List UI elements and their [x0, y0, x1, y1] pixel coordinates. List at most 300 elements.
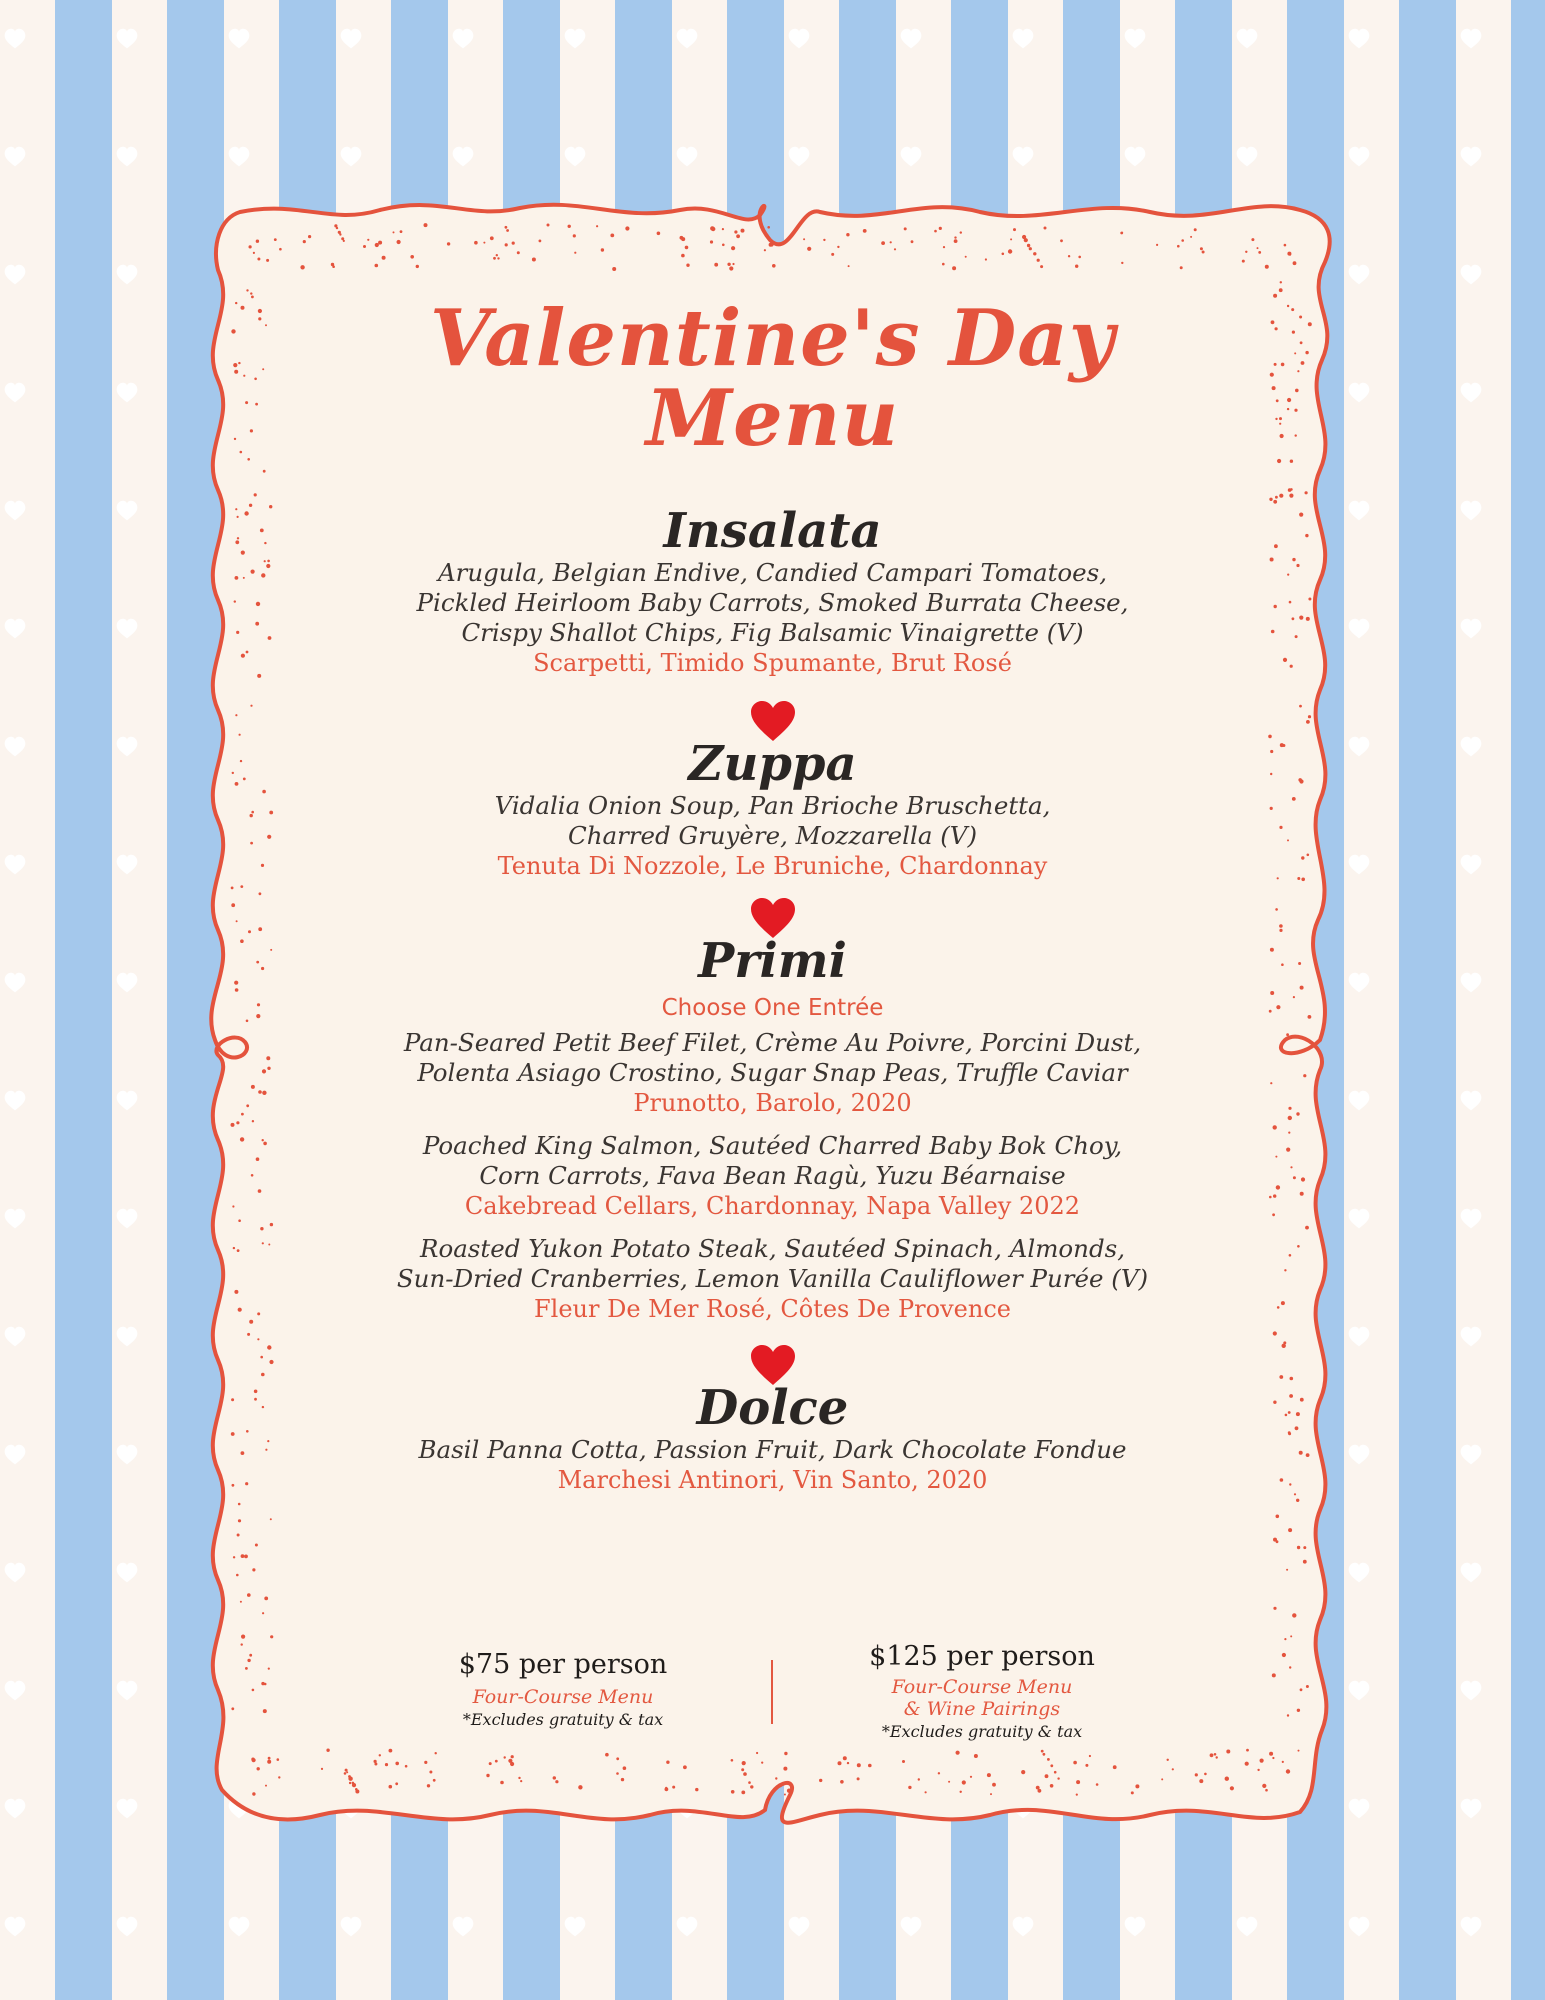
speckle-dot [241, 1451, 245, 1455]
speckle-dot [267, 1067, 270, 1070]
speckle-dot [424, 223, 428, 227]
speckle-dot [247, 1593, 251, 1597]
speckle-dot [234, 370, 238, 374]
speckle-dot [345, 1769, 348, 1772]
speckle-dot [1204, 1773, 1207, 1776]
speckle-dot [231, 1432, 235, 1436]
speckle-dot [1270, 807, 1273, 810]
speckle-dot [265, 1785, 267, 1787]
speckle-dot [1282, 1653, 1286, 1657]
speckle-dot [1068, 255, 1070, 257]
speckle-dot [374, 1760, 377, 1763]
speckle-dot [261, 573, 265, 577]
speckle-dot [1273, 1607, 1276, 1610]
speckle-dot [1287, 398, 1291, 402]
speckle-dot [1272, 1213, 1275, 1216]
speckle-dot [857, 1763, 861, 1767]
speckle-dot [1288, 1411, 1291, 1414]
speckle-dot [257, 258, 260, 261]
speckle-dot [1251, 238, 1254, 241]
speckle-dot [1306, 1453, 1310, 1457]
speckle-dot [235, 988, 239, 992]
speckle-dot [239, 734, 241, 736]
speckle-dot [238, 1503, 241, 1506]
speckle-dot [1230, 1786, 1234, 1790]
speckle-dot [253, 252, 255, 254]
speckle-dot [247, 458, 250, 461]
speckle-dot [241, 1554, 245, 1558]
speckle-dot [243, 375, 245, 377]
speckle-dot [260, 529, 264, 533]
speckle-dot [1273, 1538, 1277, 1542]
speckle-dot [1298, 778, 1302, 782]
speckle-dot [1096, 1783, 1099, 1786]
speckle-dot [245, 401, 248, 404]
speckle-dot [710, 226, 714, 230]
speckle-dot [847, 1762, 849, 1764]
speckle-dot [1277, 877, 1279, 879]
speckle-dot [1181, 239, 1184, 242]
speckle-dot [240, 939, 244, 943]
dish-line: Corn Carrots, Fava Bean Ragù, Yuzu Béarnaise [479, 1161, 1066, 1190]
speckle-dot [1287, 839, 1289, 841]
speckle-dot [1294, 409, 1297, 412]
speckle-dot [1299, 616, 1303, 620]
speckle-dot [258, 1090, 262, 1094]
speckle-dot [1272, 1757, 1274, 1759]
speckle-dot [260, 1227, 263, 1230]
speckle-dot [344, 1772, 347, 1775]
wine-pairing: Scarpetti, Timido Spumante, Brut Rosé [533, 649, 1012, 677]
speckle-dot [433, 1779, 436, 1782]
speckle-dot [779, 1784, 782, 1787]
speckle-dot [517, 251, 520, 254]
speckle-dot [424, 1761, 427, 1764]
speckle-dot [262, 790, 266, 794]
speckle-dot [1060, 239, 1063, 242]
speckle-dot [1281, 1301, 1285, 1305]
speckle-dot [672, 1786, 675, 1789]
speckle-dot [952, 266, 956, 270]
speckle-dot [729, 266, 733, 270]
speckle-dot [942, 263, 945, 266]
speckle-dot [1287, 408, 1289, 410]
speckle-dot [265, 324, 267, 326]
speckle-dot [235, 714, 237, 716]
speckle-dot [1040, 265, 1043, 268]
price-amount: $75 per person [458, 1649, 668, 1680]
speckle-dot [954, 236, 956, 238]
speckle-dot [881, 241, 885, 245]
speckle-dot [904, 227, 907, 230]
speckle-dot [857, 1777, 860, 1780]
speckle-dot [1279, 288, 1283, 292]
speckle-dot [270, 1223, 273, 1226]
speckle-dot [262, 1406, 264, 1408]
speckle-dot [681, 254, 685, 258]
speckle-dot [987, 1773, 991, 1777]
speckle-dot [1275, 327, 1278, 330]
speckle-dot [943, 246, 945, 248]
speckle-dot [231, 329, 235, 333]
speckle-dot [397, 240, 401, 244]
speckle-dot [612, 267, 616, 271]
speckle-dot [246, 1430, 249, 1433]
speckle-dot [1287, 574, 1289, 576]
price-amount: $125 per person [869, 1641, 1095, 1672]
speckle-dot [750, 1785, 753, 1788]
speckle-dot [252, 1758, 256, 1762]
dish-line: Poached King Salmon, Sautéed Charred Baby Bok Choy, [422, 1131, 1123, 1160]
speckle-dot [263, 470, 266, 473]
speckle-dot [506, 229, 509, 232]
speckle-dot [267, 1440, 269, 1442]
speckle-dot [1308, 598, 1311, 601]
speckle-dot [1047, 1758, 1050, 1761]
speckle-dot [1288, 1116, 1292, 1120]
speckle-dot [1292, 331, 1295, 334]
speckle-dot [1279, 417, 1282, 420]
speckle-dot [1303, 1546, 1306, 1549]
speckle-dot [918, 1778, 920, 1780]
speckle-dot [1202, 251, 1205, 254]
speckle-dot [258, 317, 261, 320]
speckle-dot [237, 516, 239, 518]
speckle-dot [970, 1776, 972, 1778]
speckle-dot [268, 1757, 271, 1760]
speckle-dot [623, 1766, 627, 1770]
speckle-dot [1272, 1673, 1276, 1677]
speckle-dot [416, 265, 419, 268]
speckle-dot [258, 309, 262, 313]
speckle-dot [1292, 1613, 1296, 1617]
speckle-dot [252, 1120, 254, 1122]
speckle-dot [868, 1764, 872, 1768]
speckle-dot [1290, 460, 1293, 463]
speckle-dot [1271, 320, 1275, 324]
speckle-dot [264, 1597, 268, 1601]
speckle-dot [256, 240, 259, 243]
speckle-dot [1288, 1107, 1291, 1110]
speckle-dot [1292, 797, 1296, 801]
speckle-dot [240, 760, 242, 762]
speckle-dot [1287, 1714, 1289, 1716]
speckle-dot [1299, 705, 1302, 708]
speckle-dot [500, 1781, 504, 1785]
speckle-dot [267, 835, 271, 839]
speckle-dot [775, 1777, 777, 1779]
speckle-dot [262, 1242, 264, 1244]
speckle-dot [427, 1784, 430, 1787]
speckle-dot [756, 1752, 758, 1754]
speckle-dot [1177, 245, 1180, 248]
speckle-dot [393, 231, 395, 233]
speckle-dot [1294, 1493, 1296, 1495]
dish-line: Basil Panna Cotta, Passion Fruit, Dark Chocolate Fondue [418, 1435, 1127, 1464]
speckle-dot [1027, 244, 1030, 247]
speckle-dot [764, 249, 766, 251]
speckle-dot [258, 927, 262, 931]
speckle-dot [1272, 386, 1276, 390]
speckle-dot [237, 1534, 240, 1537]
price-option-wine-pairing [822, 1640, 1142, 1744]
speckle-dot [787, 1789, 791, 1793]
speckle-dot [385, 1763, 388, 1766]
speckle-dot [1273, 500, 1277, 504]
speckle-dot [266, 259, 269, 262]
speckle-dot [578, 1785, 582, 1789]
speckle-dot [367, 239, 369, 241]
speckle-dot [1290, 1377, 1294, 1381]
speckle-dot [483, 242, 485, 244]
speckle-dot [400, 230, 403, 233]
speckle-dot [1195, 1773, 1198, 1776]
speckle-dot [1076, 1780, 1080, 1784]
speckle-dot [270, 949, 272, 951]
course-primi [330, 934, 1215, 1325]
speckle-dot [1044, 227, 1047, 230]
speckle-dot [1276, 399, 1279, 402]
speckle-dot [1036, 1786, 1040, 1790]
speckle-dot [269, 505, 272, 508]
speckle-dot [848, 265, 850, 267]
speckle-dot [1245, 251, 1247, 253]
speckle-dot [249, 1654, 252, 1657]
speckle-dot [1245, 1762, 1249, 1766]
speckle-dot [1050, 1764, 1053, 1767]
speckle-dot [510, 1762, 514, 1766]
dish-line: Vidalia Onion Soup, Pan Brioche Bruschetta, [494, 791, 1051, 820]
speckle-dot [846, 233, 849, 236]
speckle-dot [1301, 856, 1304, 859]
speckle-dot [278, 1776, 280, 1778]
speckle-dot [1273, 1401, 1276, 1404]
speckle-dot [349, 1782, 351, 1784]
speckle-dot [270, 1635, 273, 1638]
entree-option [330, 1234, 1215, 1325]
speckle-dot [234, 600, 236, 602]
speckle-dot [264, 560, 266, 562]
speckle-dot [1286, 1033, 1289, 1036]
speckle-dot [250, 429, 253, 432]
speckle-dot [252, 1568, 255, 1571]
speckle-dot [741, 229, 745, 233]
speckle-dot [610, 234, 614, 238]
speckle-dot [1265, 265, 1269, 269]
speckle-dot [1294, 352, 1296, 354]
speckle-dot [939, 227, 942, 230]
speckle-dot [1300, 986, 1304, 990]
speckle-dot [1120, 232, 1123, 235]
speckle-dot [539, 240, 542, 243]
speckle-dot [741, 1768, 744, 1771]
speckle-dot [261, 967, 264, 970]
speckle-dot [489, 1762, 492, 1765]
speckle-dot [625, 226, 629, 230]
dish-line: Arugula, Belgian Endive, Candied Campari Tomatoes, [437, 558, 1108, 587]
speckle-dot [823, 239, 825, 241]
speckle-dot [429, 1771, 432, 1774]
speckle-dot [249, 245, 252, 248]
speckle-dot [251, 570, 255, 574]
speckle-dot [269, 1360, 273, 1364]
speckle-dot [1291, 308, 1294, 311]
speckle-dot [332, 265, 335, 268]
speckle-dot [251, 1085, 255, 1089]
speckle-dot [1161, 1778, 1163, 1780]
speckle-dot [1299, 1451, 1303, 1455]
speckle-dot [241, 551, 245, 555]
speckle-dot [1298, 962, 1301, 965]
speckle-dot [237, 1249, 240, 1252]
speckle-dot [269, 811, 273, 815]
speckle-dot [616, 1757, 619, 1760]
speckle-dot [267, 560, 270, 563]
speckle-dot [493, 257, 496, 260]
speckle-dot [1073, 1761, 1077, 1765]
speckle-dot [1078, 256, 1081, 259]
speckle-dot [902, 1760, 905, 1763]
speckle-dot [1021, 1770, 1025, 1774]
speckle-dot [1270, 750, 1273, 753]
speckle-dot [1287, 305, 1289, 307]
speckle-dot [1296, 1112, 1299, 1115]
speckle-dot [1306, 1685, 1309, 1688]
speckle-dot [1303, 1074, 1306, 1077]
speckle-dot [246, 289, 248, 291]
speckle-dot [807, 247, 811, 251]
dish-line: Sun-Dried Cranberries, Lemon Vanilla Cauliflower Purée (V) [396, 1264, 1149, 1293]
speckle-dot [254, 378, 257, 381]
speckle-dot [512, 242, 515, 245]
speckle-dot [1273, 1125, 1277, 1129]
speckle-dot [235, 576, 239, 580]
wine-pairing: Prunotto, Barolo, 2020 [633, 1089, 912, 1117]
speckle-dot [934, 230, 937, 233]
speckle-dot [240, 451, 243, 454]
dish-line: Roasted Yukon Potato Steak, Sautéed Spinach, Almonds, [420, 1234, 1125, 1263]
speckle-dot [321, 1768, 323, 1770]
speckle-dot [1293, 1176, 1296, 1179]
speckle-dot [736, 234, 740, 238]
speckle-dot [1282, 1761, 1284, 1763]
speckle-dot [1284, 1269, 1286, 1271]
speckle-dot [1037, 259, 1040, 262]
speckle-dot [1295, 434, 1297, 436]
speckle-dot [261, 864, 264, 867]
speckle-dot [1226, 1750, 1230, 1754]
speckle-dot [389, 1785, 393, 1789]
speckle-dot [695, 1788, 698, 1791]
speckle-dot [1299, 513, 1303, 517]
speckle-dot [1296, 1412, 1300, 1416]
speckle-dot [300, 265, 304, 269]
speckle-dot [1301, 1177, 1305, 1181]
speckle-dot [234, 981, 238, 985]
speckle-dot [395, 1782, 398, 1785]
speckle-dot [410, 255, 414, 259]
speckle-dot [232, 1484, 235, 1487]
speckle-dot [954, 239, 958, 243]
speckle-dot [379, 1754, 381, 1756]
speckle-dot [235, 302, 237, 304]
speckle-dot [246, 1020, 249, 1023]
speckle-dot [252, 1792, 255, 1795]
speckle-dot [256, 961, 259, 964]
speckle-dot [925, 1791, 927, 1793]
speckle-dot [1279, 924, 1283, 928]
speckle-dot [250, 292, 252, 294]
speckle-dot [948, 1781, 950, 1783]
speckle-dot [761, 227, 764, 230]
speckle-dot [1276, 1515, 1280, 1519]
speckle-dot [435, 1752, 437, 1754]
speckle-dot [263, 1709, 267, 1713]
speckle-dot [241, 1113, 244, 1116]
speckle-dot [1113, 1765, 1117, 1769]
speckle-dot [336, 227, 338, 229]
speckle-dot [1284, 1638, 1286, 1640]
speckle-dot [234, 1290, 238, 1294]
speckle-dot [1216, 1756, 1218, 1758]
wine-pairing: Fleur De Mer Rosé, Côtes De Provence [534, 1295, 1011, 1323]
speckle-dot [743, 1772, 747, 1776]
speckle-dot [257, 1312, 260, 1315]
speckle-dot [1038, 1789, 1042, 1793]
speckle-dot [235, 508, 237, 510]
speckle-dot [243, 778, 246, 781]
wine-pairing: Marchesi Antinori, Vin Santo, 2020 [557, 1466, 988, 1494]
speckle-dot [710, 240, 713, 243]
speckle-dot [490, 236, 494, 240]
speckle-dot [1270, 558, 1274, 562]
speckle-dot [231, 1398, 234, 1401]
speckle-dot [267, 1345, 271, 1349]
speckle-dot [246, 1104, 249, 1107]
speckle-dot [256, 1157, 260, 1161]
speckle-dot [1289, 1483, 1291, 1485]
speckle-dot [1281, 963, 1284, 966]
speckle-dot [261, 1373, 265, 1377]
speckle-dot [268, 1244, 270, 1246]
speckle-dot [1281, 363, 1285, 367]
speckle-dot [240, 1137, 244, 1141]
speckle-dot [1305, 351, 1308, 354]
speckle-dot [1010, 238, 1012, 240]
speckle-dot [245, 1667, 248, 1670]
speckle-dot [547, 224, 550, 227]
speckle-dot [1301, 361, 1305, 365]
speckle-dot [1292, 617, 1295, 620]
speckle-dot [1277, 459, 1281, 463]
speckle-dot [1279, 423, 1281, 425]
speckle-dot [840, 1780, 844, 1784]
course-insalata [330, 504, 1215, 679]
speckle-dot [264, 542, 266, 544]
speckle-dot [474, 241, 478, 245]
speckle-dot [1300, 1398, 1304, 1402]
entree-option [330, 1131, 1215, 1222]
speckle-dot [308, 235, 311, 238]
speckle-dot [1279, 1375, 1283, 1379]
speckle-dot [1296, 564, 1299, 567]
price-option-standard [403, 1648, 723, 1732]
speckle-dot [260, 1356, 263, 1359]
speckle-dot [1273, 1194, 1276, 1197]
speckle-dot [251, 1174, 254, 1177]
speckle-dot [1258, 251, 1261, 254]
course-heading-primi: Primi [698, 933, 847, 989]
